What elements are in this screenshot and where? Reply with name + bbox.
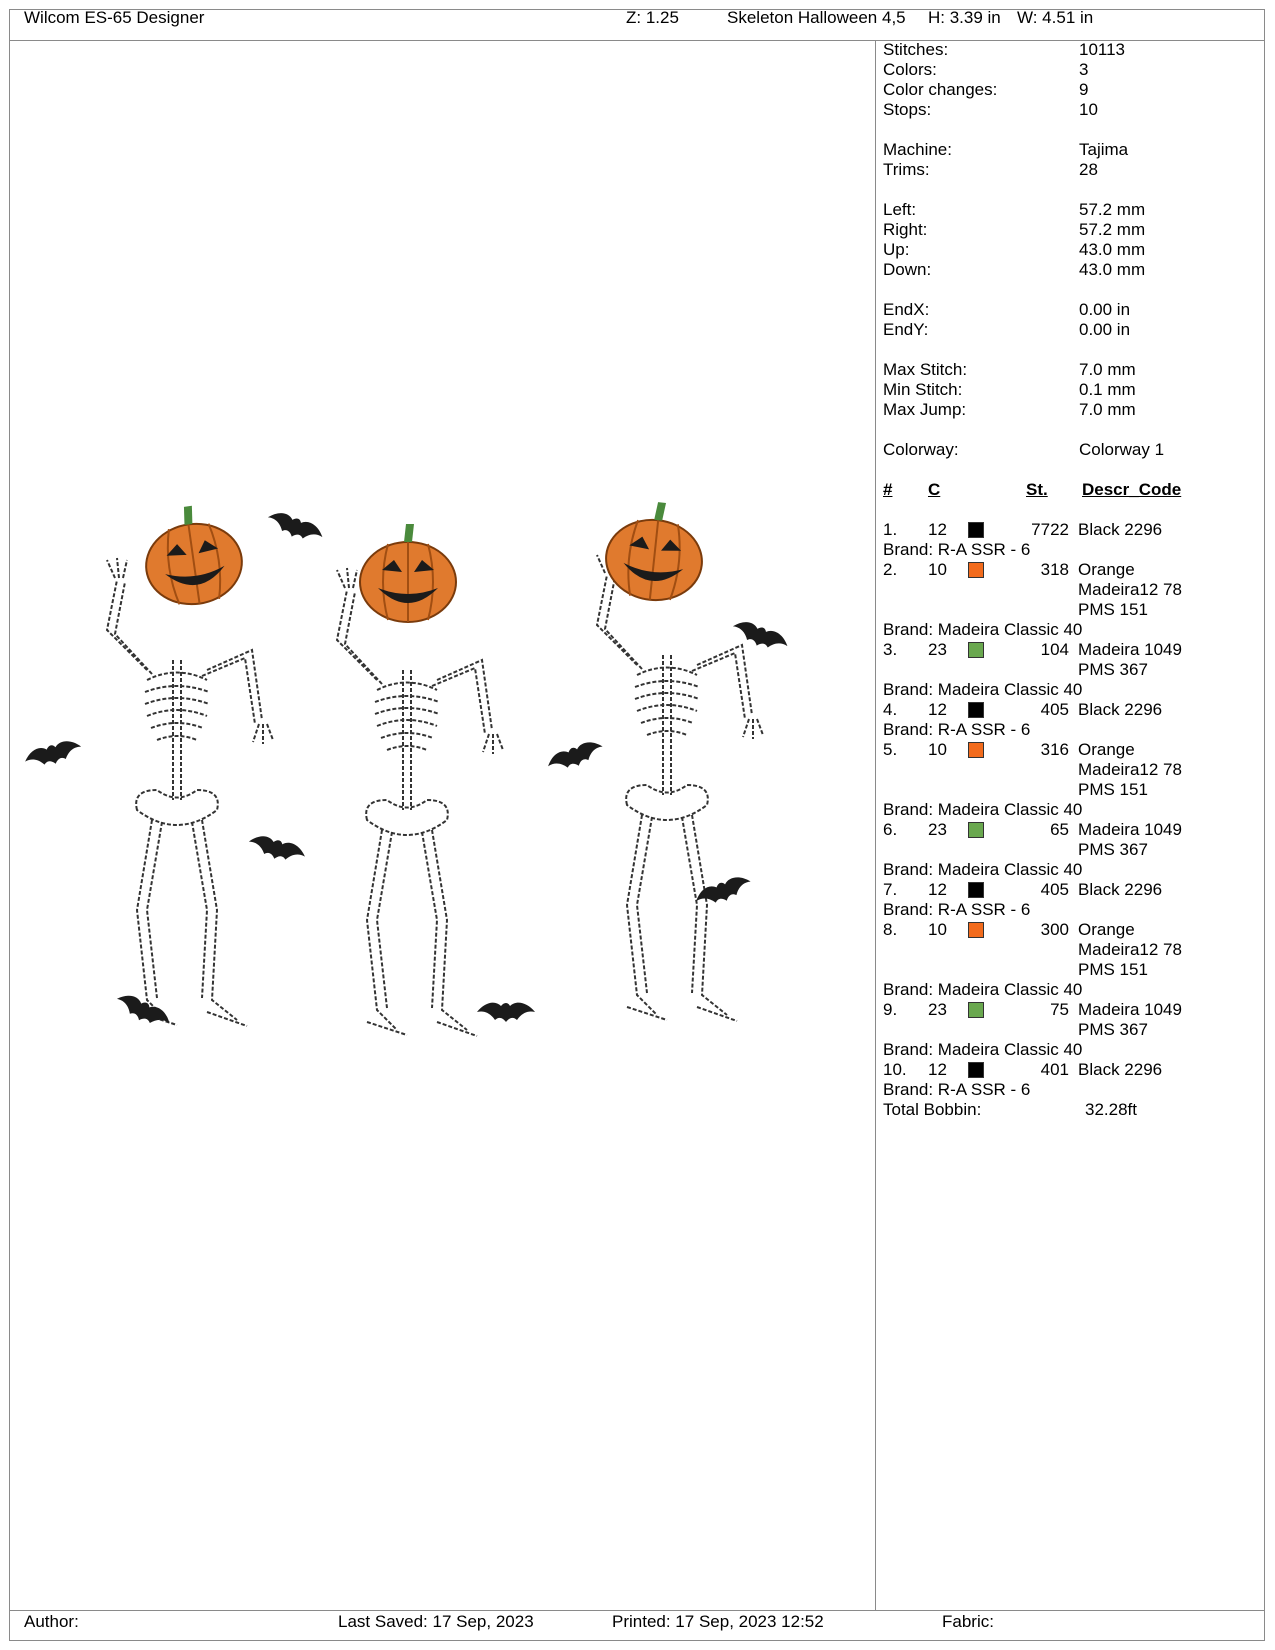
- bat-5: [477, 1003, 535, 1022]
- stat-value: 10113: [1079, 40, 1126, 59]
- row-description: Black 2296: [1078, 880, 1163, 899]
- pumpkin-left: [138, 500, 247, 610]
- col-header-color: C: [928, 480, 941, 499]
- skeleton-center: [337, 568, 503, 1036]
- bat-3: [246, 833, 307, 867]
- row-color-index: 10: [928, 920, 947, 939]
- header-divider: [9, 40, 1265, 41]
- row-color-index: 12: [928, 880, 947, 899]
- row-description: Black 2296: [1078, 1060, 1163, 1079]
- row-brand: Brand: Madeira Classic 40: [883, 980, 1083, 999]
- author-label: Author:: [24, 1612, 79, 1631]
- row-color-index: 12: [928, 700, 947, 719]
- row-description: PMS 151: [1078, 780, 1148, 799]
- stat-label: EndY:: [883, 320, 929, 339]
- row-number: 3.: [883, 640, 898, 659]
- row-description: Black 2296: [1078, 520, 1163, 539]
- stat-label: EndX:: [883, 300, 930, 319]
- zoom-level: Z: 1.25: [626, 8, 679, 27]
- stat-label: Max Stitch:: [883, 360, 968, 379]
- stat-value: Tajima: [1079, 140, 1129, 159]
- row-description: Orange: [1078, 740, 1135, 759]
- panel-divider: [875, 40, 876, 1610]
- row-number: 2.: [883, 560, 898, 579]
- row-description: Orange: [1078, 560, 1135, 579]
- color-swatch: [968, 522, 984, 538]
- stat-value: Colorway 1: [1079, 440, 1165, 459]
- color-swatch: [968, 642, 984, 658]
- row-color-index: 23: [928, 820, 947, 839]
- row-stitches: 316: [1040, 740, 1069, 759]
- skeleton-left: [107, 558, 273, 1026]
- row-number: 10.: [883, 1060, 907, 1079]
- stat-value: 43.0 mm: [1079, 260, 1146, 279]
- stat-value: 0.00 in: [1079, 300, 1131, 319]
- last-saved: Last Saved: 17 Sep, 2023: [338, 1612, 534, 1631]
- stat-label: Min Stitch:: [883, 380, 963, 399]
- pumpkin-right: [602, 500, 708, 605]
- design-preview: [12, 500, 872, 1150]
- stat-label: Stops:: [883, 100, 932, 119]
- row-description: Madeira 1049: [1078, 1000, 1182, 1019]
- row-brand: Brand: R-A SSR - 6: [883, 900, 1031, 919]
- stat-label: Colors:: [883, 60, 937, 79]
- design-width: W: 4.51 in: [1017, 8, 1094, 27]
- row-stitches: 405: [1040, 880, 1069, 899]
- color-swatch: [968, 822, 984, 838]
- total-bobbin-label: Total Bobbin:: [883, 1100, 982, 1119]
- row-color-index: 23: [928, 640, 947, 659]
- stat-value: 43.0 mm: [1079, 240, 1146, 259]
- color-swatch: [968, 742, 984, 758]
- printed-date: Printed: 17 Sep, 2023 12:52: [612, 1612, 824, 1631]
- row-color-index: 10: [928, 740, 947, 759]
- row-color-index: 10: [928, 560, 947, 579]
- footer-divider: [9, 1610, 1265, 1611]
- row-description: Madeira12 78: [1078, 940, 1182, 959]
- total-bobbin-value: 32.28ft: [1085, 1100, 1137, 1119]
- stat-label: Max Jump:: [883, 400, 967, 419]
- col-header-descr: Descr_Code: [1082, 480, 1182, 499]
- col-header-num: #: [883, 480, 893, 499]
- row-color-index: 23: [928, 1000, 947, 1019]
- stat-label: Stitches:: [883, 40, 949, 59]
- row-stitches: 405: [1040, 700, 1069, 719]
- row-number: 7.: [883, 880, 898, 899]
- bat-1: [264, 508, 325, 546]
- row-number: 9.: [883, 1000, 898, 1019]
- stat-value: 10: [1079, 100, 1098, 119]
- row-number: 8.: [883, 920, 898, 939]
- row-stitches: 7722: [1031, 520, 1069, 539]
- stat-label: Machine:: [883, 140, 952, 159]
- row-description: PMS 151: [1078, 960, 1148, 979]
- col-header-stitches: St.: [1026, 480, 1048, 499]
- design-name: Skeleton Halloween 4,5: [727, 8, 906, 27]
- stat-value: 9: [1079, 80, 1089, 99]
- stat-label: Colorway:: [883, 440, 959, 459]
- row-stitches: 104: [1040, 640, 1069, 659]
- row-stitches: 75: [1050, 1000, 1069, 1019]
- row-number: 6.: [883, 820, 898, 839]
- row-stitches: 318: [1040, 560, 1069, 579]
- row-number: 1.: [883, 520, 898, 539]
- stat-label: Trims:: [883, 160, 930, 179]
- row-description: Black 2296: [1078, 700, 1163, 719]
- stat-label: Down:: [883, 260, 932, 279]
- stat-value: 7.0 mm: [1079, 360, 1136, 379]
- row-description: Madeira 1049: [1078, 820, 1182, 839]
- stat-value: 57.2 mm: [1079, 200, 1146, 219]
- row-stitches: 65: [1050, 820, 1069, 839]
- stat-value: 28: [1079, 160, 1098, 179]
- color-swatch: [968, 1062, 984, 1078]
- row-description: Madeira12 78: [1078, 580, 1182, 599]
- row-brand: Brand: Madeira Classic 40: [883, 620, 1083, 639]
- color-swatch: [968, 882, 984, 898]
- color-swatch: [968, 562, 984, 578]
- row-description: Madeira12 78: [1078, 760, 1182, 779]
- row-brand: Brand: R-A SSR - 6: [883, 540, 1031, 559]
- stat-label: Left:: [883, 200, 917, 219]
- stat-value: 0.00 in: [1079, 320, 1131, 339]
- row-brand: Brand: Madeira Classic 40: [883, 1040, 1083, 1059]
- bat-7: [729, 617, 790, 655]
- row-stitches: 401: [1040, 1060, 1069, 1079]
- color-swatch: [968, 702, 984, 718]
- row-color-index: 12: [928, 1060, 947, 1079]
- bat-6: [545, 738, 606, 776]
- row-description: PMS 367: [1078, 660, 1148, 679]
- row-description: Orange: [1078, 920, 1135, 939]
- stat-label: Right:: [883, 220, 928, 239]
- row-brand: Brand: Madeira Classic 40: [883, 680, 1083, 699]
- stat-value: 57.2 mm: [1079, 220, 1146, 239]
- bat-8: [693, 873, 754, 911]
- design-height: H: 3.39 in: [928, 8, 1001, 27]
- row-brand: Brand: R-A SSR - 6: [883, 1080, 1031, 1099]
- pumpkin-center: [360, 524, 456, 622]
- row-brand: Brand: R-A SSR - 6: [883, 720, 1031, 739]
- row-brand: Brand: Madeira Classic 40: [883, 800, 1083, 819]
- stat-value: 0.1 mm: [1079, 380, 1136, 399]
- row-description: PMS 367: [1078, 840, 1148, 859]
- app-title: Wilcom ES-65 Designer: [24, 8, 205, 27]
- bat-4: [113, 990, 174, 1032]
- stat-label: Color changes:: [883, 80, 998, 99]
- fabric-label: Fabric:: [942, 1612, 994, 1631]
- stat-value: 7.0 mm: [1079, 400, 1136, 419]
- row-stitches: 300: [1040, 920, 1069, 939]
- row-number: 4.: [883, 700, 898, 719]
- row-description: PMS 151: [1078, 600, 1148, 619]
- color-swatch: [968, 922, 984, 938]
- color-swatch: [968, 1002, 984, 1018]
- bat-2: [23, 738, 84, 772]
- row-color-index: 12: [928, 520, 947, 539]
- stat-label: Up:: [883, 240, 910, 259]
- stat-value: 3: [1079, 60, 1089, 79]
- row-description: Madeira 1049: [1078, 640, 1182, 659]
- skeleton-right: [597, 553, 763, 1021]
- row-number: 5.: [883, 740, 898, 759]
- row-brand: Brand: Madeira Classic 40: [883, 860, 1083, 879]
- row-description: PMS 367: [1078, 1020, 1148, 1039]
